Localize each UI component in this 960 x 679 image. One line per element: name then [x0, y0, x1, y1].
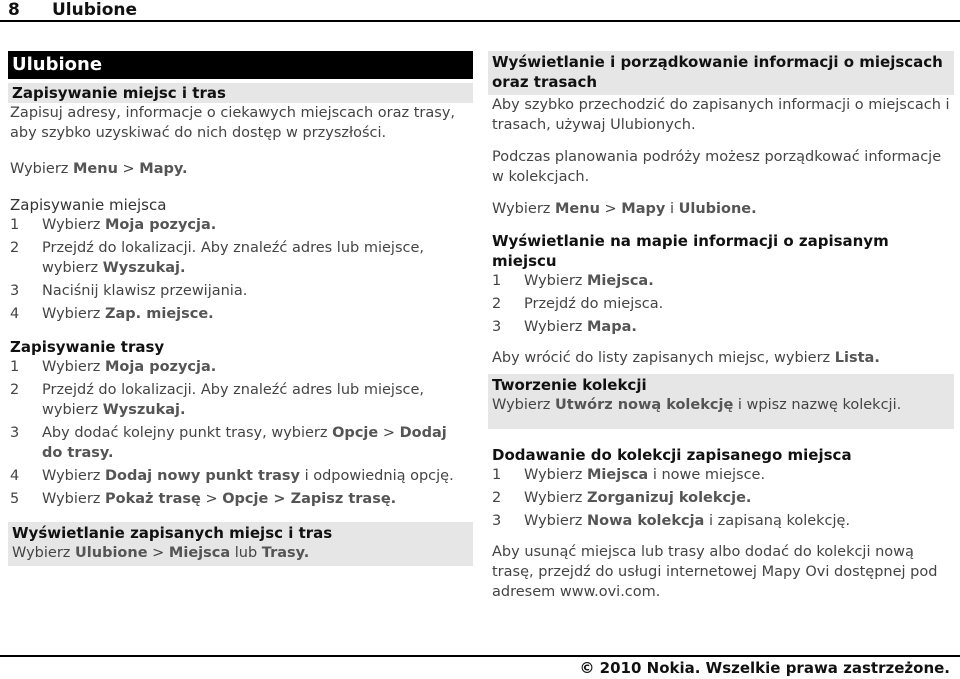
header-rule [0, 20, 960, 22]
add-to-collection-step [492, 465, 950, 485]
routes-label: Trasy. [261, 545, 310, 561]
page-number: 8 [8, 0, 20, 20]
view-organize-p1: Aby szybko przechodzić do zapisanych informacji o miejscach i trasach, używaj Ulubionych. [492, 97, 950, 133]
places-label: Miejsca [168, 545, 231, 561]
add-to-collection-steps [488, 465, 954, 531]
step-bold: Dodaj do trasy. [42, 425, 447, 461]
step-number: 3 [10, 283, 20, 299]
step-bold: Moja pozycja. [105, 217, 217, 233]
save-route-step [10, 489, 471, 509]
page-header-title: Ulubione [52, 0, 138, 20]
view-organize-box [488, 51, 954, 95]
list-label: Lista. [834, 350, 880, 366]
copyright-footer: © 2010 Nokia. Wszelkie prawa zastrzeżone. [579, 659, 950, 677]
save-route-heading: Zapisywanie trasy [10, 338, 165, 356]
step-number: 1 [492, 273, 502, 289]
create-collection-box [488, 374, 954, 429]
save-route-steps [8, 357, 473, 509]
save-places-heading: Zapisywanie miejsc i tras [12, 84, 226, 102]
step-bold: Zorganizuj kolekcje. [587, 490, 752, 506]
p3-separator: > [599, 201, 622, 217]
left-column [8, 51, 473, 566]
step-number: 3 [10, 425, 20, 441]
step-bold: Miejsca [587, 467, 649, 483]
step-text: Przejdź do miejsca. [524, 296, 664, 312]
step-number: 1 [10, 359, 20, 375]
step-text: Wybierz [42, 468, 105, 484]
step-bold: Zap. miejsce. [105, 306, 214, 322]
save-route-step [10, 357, 471, 377]
step-text: Przejdź do lokalizacji. Aby znaleźć adres lub miejsce, wybierz [42, 240, 424, 276]
step-bold: Wyszukaj. [102, 260, 186, 276]
map-view-steps [488, 271, 954, 337]
save-place-step [10, 238, 471, 278]
select-prefix: Wybierz [10, 161, 73, 177]
step-bold: Dodaj nowy punkt trasy [105, 468, 300, 484]
map-view-step [492, 294, 950, 314]
save-place-step [10, 304, 471, 324]
view-saved-heading: Wyświetlanie zapisanych miejsc i tras [12, 524, 333, 542]
step-number: 5 [10, 491, 20, 507]
section-banner: Ulubione [8, 51, 473, 79]
step-text: Wybierz [42, 306, 105, 322]
step-bold: Wyszukaj. [102, 402, 186, 418]
view-saved-box [8, 522, 473, 566]
maps-label: Mapy. [139, 161, 188, 177]
step-bold: Opcje [332, 425, 379, 441]
p3-and: i [665, 201, 679, 217]
save-route-step [10, 466, 471, 486]
map-view-step [492, 271, 950, 291]
step-bold: Nowa kolekcja [587, 513, 705, 529]
step-text: i nowe miejsce. [648, 467, 766, 483]
step-number: 4 [10, 468, 20, 484]
view-saved-prefix: Wybierz [12, 545, 75, 561]
step-bold: Pokaż trasę [105, 491, 201, 507]
new-collection-label: Utwórz nową kolekcję [555, 397, 734, 413]
add-to-collection-step [492, 511, 950, 531]
step-number: 2 [492, 296, 502, 312]
step-text: Naciśnij klawisz przewijania. [42, 283, 248, 299]
step-text: Aby dodać kolejny punkt trasy, wybierz [42, 425, 333, 441]
step-number: 1 [10, 217, 20, 233]
step-bold: > Zapisz trasę. [268, 491, 397, 507]
step-bold: Opcje [222, 491, 269, 507]
create-suffix: i wpisz nazwę kolekcji. [733, 397, 902, 413]
step-bold: Miejsca. [587, 273, 654, 289]
map-view-heading: Wyświetlanie na mapie informacji o zapisanym miejscu [492, 232, 889, 270]
step-text: Wybierz [524, 513, 587, 529]
step-bold: Mapa. [587, 319, 637, 335]
step-number: 3 [492, 319, 502, 335]
step-text: Wybierz [42, 491, 105, 507]
save-place-heading: Zapisywanie miejsca [10, 196, 167, 214]
view-saved-separator: > [147, 545, 169, 561]
ovi-note: Aby usunąć miejsca lub trasy albo dodać do kolekcji nową trasę, przejdź do usługi internetowej Mapy Ovi dostępnej pod adresem www.ovi.com. [492, 544, 938, 600]
favorites-label: Ulubione [75, 545, 148, 561]
menu-label: Menu [73, 161, 118, 177]
step-text: > [378, 425, 400, 441]
step-text: Wybierz [42, 217, 105, 233]
menu-label: Menu [555, 201, 600, 217]
back-to-list-text [488, 348, 954, 368]
map-view-step [492, 317, 950, 337]
view-organize-p2: Podczas planowania podróży możesz porządkować informacje w kolekcjach. [492, 149, 942, 185]
step-bold: Moja pozycja. [105, 359, 217, 375]
step-text: Wybierz [524, 319, 587, 335]
step-text: i odpowiednią opcję. [299, 468, 454, 484]
page-header [8, 0, 137, 20]
save-route-step [10, 380, 471, 420]
add-to-collection-step [492, 488, 950, 508]
step-text: > [200, 491, 223, 507]
step-number: 2 [10, 382, 20, 398]
add-to-collection-heading: Dodawanie do kolekcji zapisanego miejsca [492, 446, 852, 464]
step-text: Wybierz [524, 467, 587, 483]
favorites-label: Ulubione. [678, 201, 757, 217]
view-organize-heading: Wyświetlanie i porządkowanie informacji o miejscach oraz trasach [492, 53, 943, 91]
save-place-steps [8, 215, 473, 324]
save-route-step [10, 423, 471, 463]
maps-label: Mapy [621, 201, 666, 217]
step-number: 2 [10, 240, 20, 256]
create-prefix: Wybierz [492, 397, 555, 413]
save-place-step [10, 215, 471, 235]
right-column [488, 51, 954, 602]
view-saved-or: lub [230, 545, 262, 561]
p3-prefix: Wybierz [492, 201, 555, 217]
step-number: 4 [10, 306, 20, 322]
save-place-step [10, 281, 471, 301]
step-text: i zapisaną kolekcję. [704, 513, 851, 529]
step-text: Wybierz [42, 359, 105, 375]
step-text: Wybierz [524, 490, 587, 506]
step-number: 3 [492, 513, 502, 529]
footer-rule [0, 655, 960, 657]
intro-paragraph: Zapisuj adresy, informacje o ciekawych miejscach oraz trasy, aby szybko uzyskiwać do nich dostęp w przyszłości. [10, 105, 456, 141]
step-number: 2 [492, 490, 502, 506]
menu-separator: > [117, 161, 140, 177]
select-maps-line [8, 159, 473, 179]
step-text: Wybierz [524, 273, 587, 289]
back-prefix: Aby wrócić do listy zapisanych miejsc, wybierz [492, 350, 835, 366]
create-collection-heading: Tworzenie kolekcji [492, 376, 647, 394]
view-organize-p3 [488, 199, 954, 219]
create-collection-text [492, 395, 950, 415]
step-text: Przejdź do lokalizacji. Aby znaleźć adres lub miejsce, wybierz [42, 382, 424, 418]
step-number: 1 [492, 467, 502, 483]
view-saved-text [12, 543, 469, 563]
save-places-heading-box [8, 83, 473, 103]
